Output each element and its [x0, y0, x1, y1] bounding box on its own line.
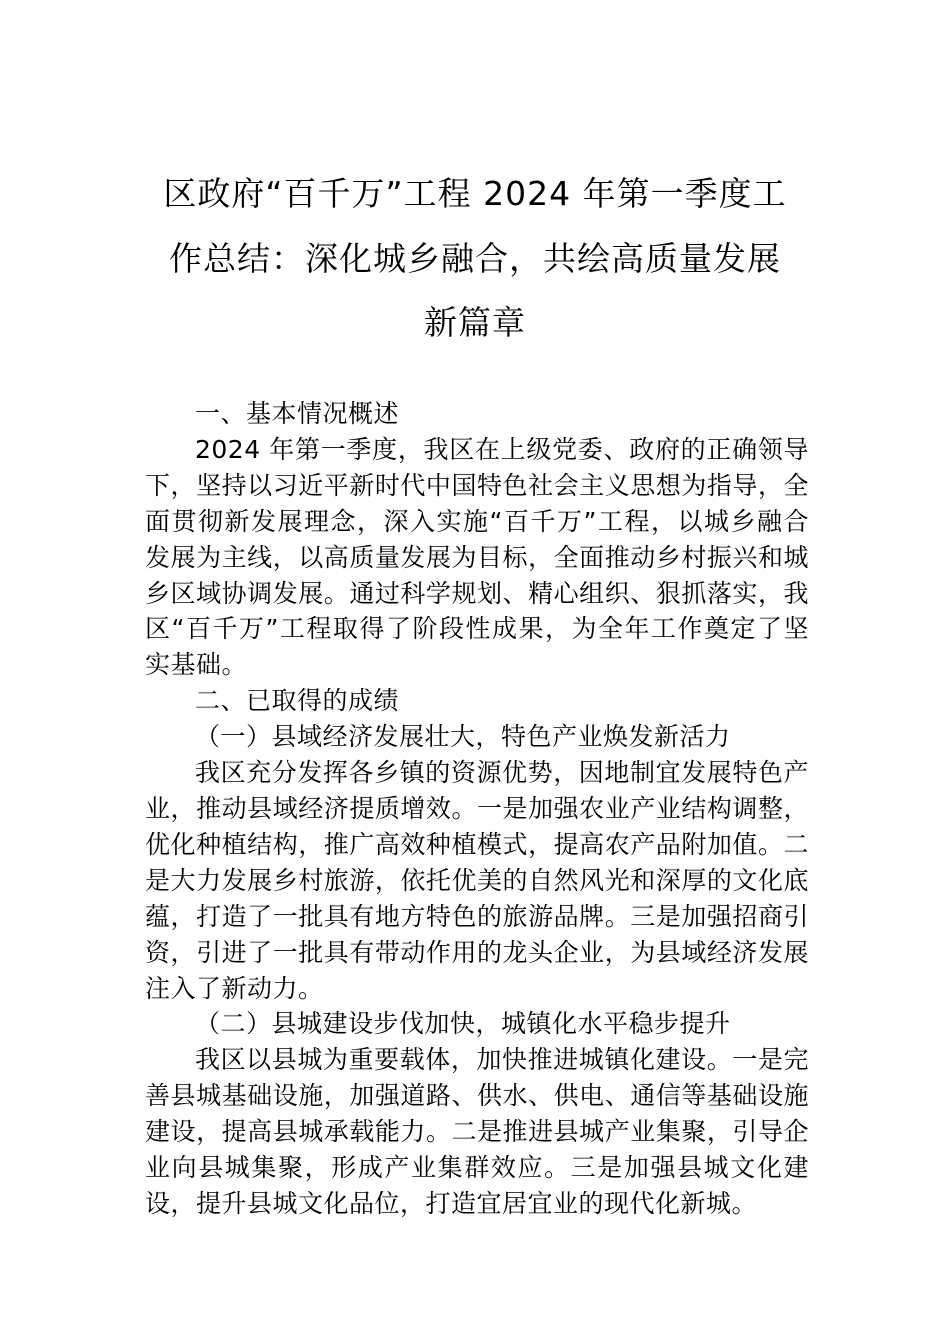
section-heading-achievements: 二、已取得的成绩 — [195, 686, 400, 716]
title-line-3: 新篇章 — [424, 303, 526, 342]
document-body — [145, 396, 809, 1222]
subsection-heading-county-construction: （二）县城建设步伐加快，城镇化水平稳步提升 — [195, 1009, 731, 1039]
document-title — [145, 162, 805, 356]
section-heading-overview: 一、基本情况概述 — [195, 399, 400, 428]
paragraph-county-construction: 我区以县城为重要载体，加快推进城镇化建设。一是完善县城基础设施，加强道路、供水、供电、通信等基础设施建设，提高县城承载能力。二是推进县城产业集聚，引导企业向县城集聚，形成产业集群效应。三是加强县城文化建设，提升县城文化品位，打造宜居宜业的现代化新城。 — [145, 1045, 809, 1218]
subsection-heading-county-economy: （一）县域经济发展壮大，特色产业焕发新活力 — [195, 722, 731, 752]
title-line-1: 区政府“百千万”工程 2024 年第一季度工 — [163, 174, 787, 213]
paragraph-overview: 2024 年第一季度，我区在上级党委、政府的正确领导下，坚持以习近平新时代中国特色社会主义思想为指导，全面贯彻新发展理念，深入实施“百千万”工程，以城乡融合发展为主线，以高质量发展为目标，全面推动乡村振兴和城乡区域协调发展。通过科学规划、精心组织、狠抓落实，我区“百千万”工程取得了阶段性成果，为全年工作奠定了坚实基础。 — [145, 434, 809, 680]
paragraph-county-economy: 我区充分发挥各乡镇的资源优势，因地制宜发展特色产业，推动县域经济提质增效。一是加强农业产业结构调整，优化种植结构，推广高效种植模式，提高农产品附加值。二是大力发展乡村旅游，依托优美的自然风光和深厚的文化底蕴，打造了一批具有地方特色的旅游品牌。三是加强招商引资，引进了一批具有带动作用的龙头企业，为县域经济发展注入了新动力。 — [145, 758, 809, 1003]
title-line-2: 作总结：深化城乡融合，共绘高质量发展 — [169, 238, 781, 278]
